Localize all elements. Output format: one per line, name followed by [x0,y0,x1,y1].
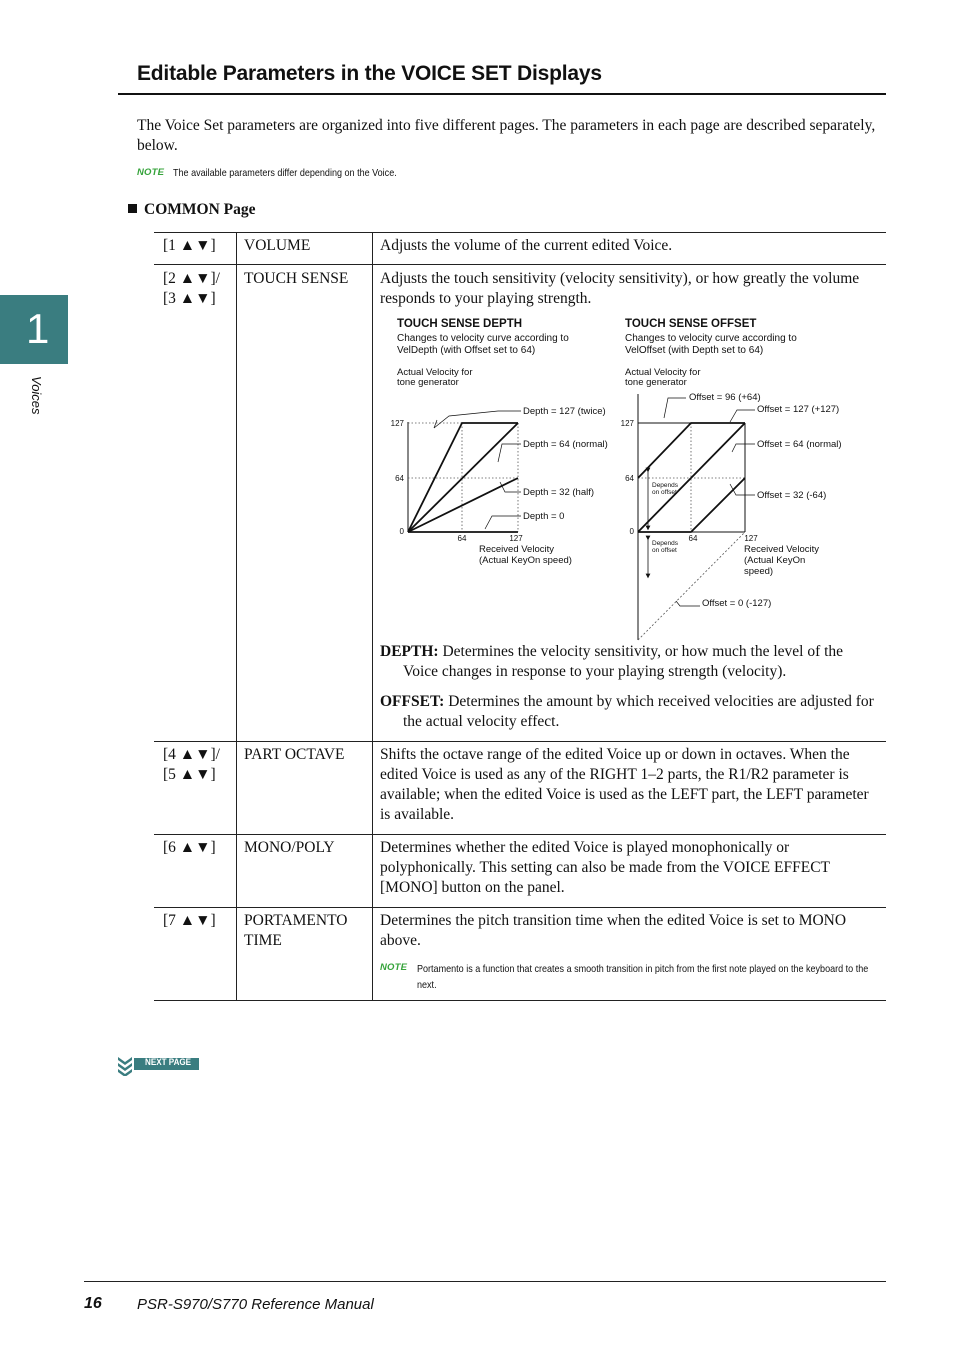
depth-curve-label: Depth = 32 (half) [523,487,595,498]
next-page-button[interactable] [118,1056,200,1081]
table-rule [154,741,886,742]
section-title-text: COMMON Page [144,201,256,218]
note-label: NOTE [380,962,408,973]
offset-subtitle: Changes to velocity curve according to [625,333,797,344]
table-rule [154,907,886,908]
next-page-label: NEXT PAGE [145,1057,192,1068]
table-row-buttons: [4 ▲▼]/ [5 ▲▼] [163,746,220,783]
column-divider [236,232,237,1001]
table-row-buttons: [6 ▲▼] [163,839,216,856]
table-row-param: PORTAMENTO TIME [244,912,348,949]
offset-y-tick: 0 [629,527,634,536]
offset-curve-label: Offset = 0 (-127) [702,598,772,609]
offset-x-tick: 64 [688,534,698,543]
offset-x-tick: 127 [744,534,758,543]
table-row-buttons: [1 ▲▼] [163,237,216,254]
table-rule [154,834,886,835]
depth-x-tick: 127 [509,534,523,543]
table-row-param: PART OCTAVE [244,746,345,763]
note-text: The available parameters differ depending on the Voice. [173,167,397,179]
offset-title: TOUCH SENSE OFFSET [625,318,757,330]
depth-x-axis-label: (Actual KeyOn speed) [479,555,572,566]
chapter-label-text: Voices [29,376,44,415]
page-heading: Editable Parameters in the VOICE SET Displays [137,62,602,85]
velocity-curve-diagram [380,312,880,644]
offset-curve-label: Offset = 64 (normal) [757,439,842,450]
offset-curve-label: Offset = 96 (+64) [689,392,761,403]
table-row-param: VOLUME [244,237,311,254]
depth-term: DEPTH: [380,643,439,660]
offset-y-tick: 64 [625,474,634,483]
offset-y-tick: 127 [620,419,634,428]
depends-label: Depends [652,482,679,489]
offset-y-axis-label: Actual Velocity for [625,367,701,378]
depth-y-axis-label: Actual Velocity for [397,367,473,378]
depth-subtitle: VelDepth (with Offset set to 64) [397,345,536,356]
depth-y-axis-label: tone generator [397,377,459,388]
table-row-desc: Adjusts the touch sensitivity (velocity sensitivity), or how greatly the volume responds to your playing strength. [380,270,860,307]
intro-paragraph: The Voice Set parameters are organized into five different pages. The parameters in each page are described separately, below. [137,117,876,154]
manual-title: PSR-S970/S770 Reference Manual [137,1296,374,1313]
depth-y-tick: 127 [390,419,404,428]
depth-text: Determines the velocity sensitivity, or how much the level of the Voice changes in response to your playing strength (velocity). [403,643,844,680]
note-label: NOTE [137,167,165,178]
offset-y-axis-label: tone generator [625,377,687,388]
touch-sense-diagram [380,312,880,649]
table-row-param: MONO/POLY [244,839,335,856]
chapter-number: 1 [26,305,50,352]
depth-curve-label: Depth = 0 [523,511,565,522]
depends-label: on offset [652,489,677,496]
column-divider [372,232,373,1001]
offset-x-axis-label: Received Velocity [744,544,819,555]
depth-x-axis-label: Received Velocity [479,544,554,555]
offset-x-axis-label: speed) [744,566,774,577]
section-title [128,201,255,219]
depth-title: TOUCH SENSE DEPTH [397,318,523,330]
table-rule [154,232,886,233]
page-number: 16 [84,1295,102,1312]
table-rule [154,1000,886,1001]
depends-label: on offset [652,547,677,554]
table-row-desc: Determines the pitch transition time when the edited Voice is set to MONO above. [380,912,847,949]
depth-curve-label: Depth = 64 (normal) [523,439,608,450]
table-row-buttons: [2 ▲▼]/ [3 ▲▼] [163,270,220,307]
footer-rule [84,1281,886,1282]
table-row-buttons: [7 ▲▼] [163,912,216,929]
offset-curve-label: Offset = 32 (-64) [757,490,827,501]
portamento-note: Portamento is a function that creates a smooth transition in pitch from the first note played on the keyboard to the next. [417,963,869,991]
offset-64-curve [638,423,745,532]
offset-term: OFFSET: [380,693,445,710]
offset-x-axis-label: (Actual KeyOn [744,555,806,566]
offset-curve-label: Offset = 127 (+127) [757,404,840,415]
offset-subtitle: VelOffset (with Depth set to 64) [625,345,764,356]
heading-rule [118,93,886,95]
offset-definition [380,692,880,732]
table-row-desc: Adjusts the volume of the current edited Voice. [380,237,673,254]
depth-x-tick: 64 [457,534,467,543]
depth-subtitle: Changes to velocity curve according to [397,333,569,344]
offset-text: Determines the amount by which received velocities are adjusted for the actual velocity effect. [403,693,874,730]
table-row-param: TOUCH SENSE [244,270,349,287]
depth-curve-label: Depth = 127 (twice) [523,406,606,417]
table-rule [154,264,886,265]
chapter-label [28,376,50,436]
depth-y-tick: 0 [399,527,404,536]
depends-label: Depends [652,540,679,547]
depth-y-tick: 64 [395,474,404,483]
table-row-desc: Shifts the octave range of the edited Voice up or down in octaves. When the edited Voice is used as any of the RIGHT 1–2 parts, the R1/R2 parameter is available; when the edited Voice is used as the LEFT part, the LEFT parameter is available. [380,746,869,823]
table-row-desc: Determines whether the edited Voice is played monophonically or polyphonically. This setting can also be made from the VOICE EFFECT [MONO] button on the panel. [380,839,830,896]
square-bullet-icon [128,204,137,213]
depth-32-curve [408,478,518,532]
depth-definition [380,642,880,682]
offset-96-curve [638,423,745,478]
